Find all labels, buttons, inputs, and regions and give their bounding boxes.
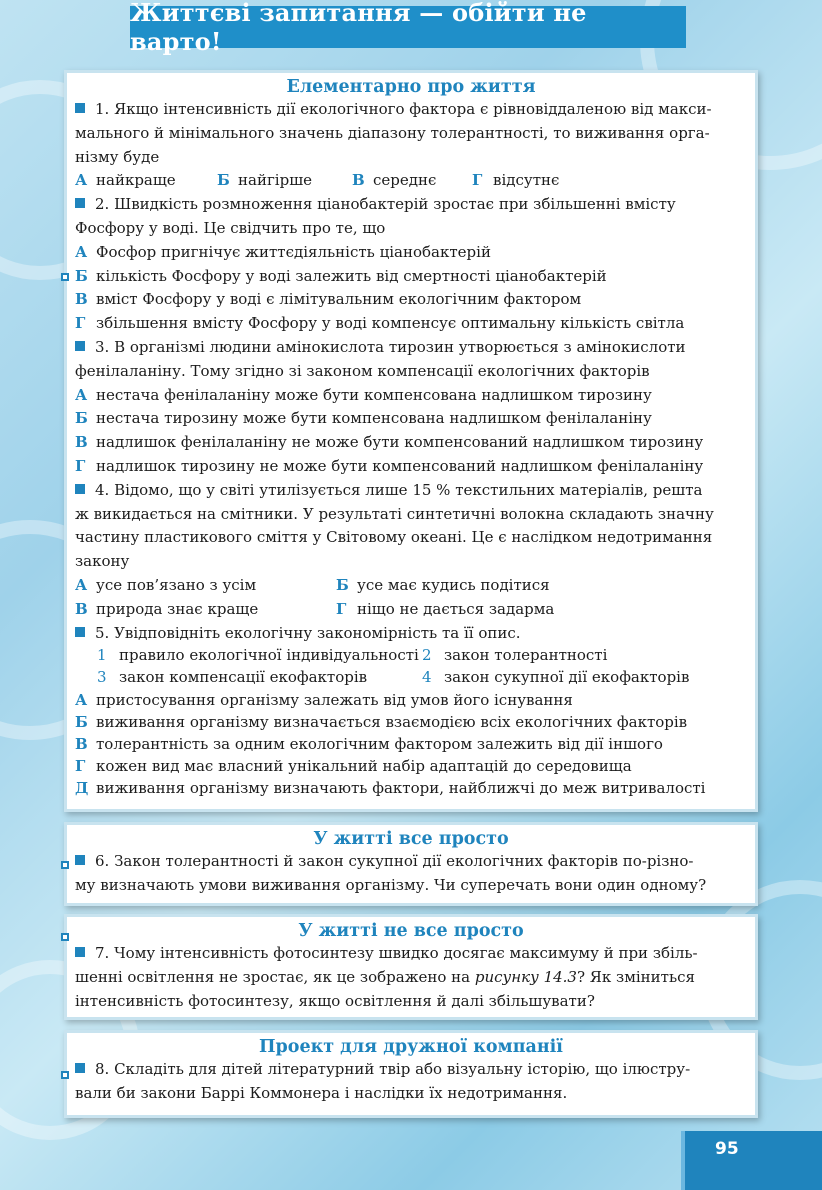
option: В толерантність за одним екологічним фактором залежить від дії іншого (75, 735, 663, 754)
question-5-items: 3 закон компенсації екофакторів 4 закон сукупної дії екофакторів (97, 668, 690, 687)
question-5: 5. Увідповідніть екологічну закономірність та її опис. (67, 622, 755, 646)
question-5-items: 1 правило екологічної індивідуальності 2 закон толерантності (97, 646, 608, 665)
option: А пристосування організму залежать від умов його існування (75, 691, 573, 710)
question-4-options: В природа знає краще Г ніщо не дається задарма (75, 599, 555, 618)
question-2: 2. Швидкість розмноження ціанобактерій зростає при збільшенні вмісту (67, 193, 755, 217)
section-project: Проект для дружної компанії 8. Складіть для дітей літературний твір або візуальну історію, що ілюстру- вали би закони Баррі Коммонера і наслідки їх недотримання. (64, 1030, 758, 1118)
square-marker-icon (61, 861, 69, 869)
bullet-square-icon (75, 341, 85, 351)
bullet-square-icon (75, 947, 85, 957)
option: В вміст Фосфору у воді є лімітувальним екологічним фактором (75, 290, 582, 309)
square-marker-icon (61, 273, 69, 281)
question-6: 6. Закон толерантності й закон сукупної дії екологічних факторів по-різно- (67, 850, 755, 874)
option: А Фосфор пригнічує життєдіяльність ціанобактерій (75, 242, 491, 261)
question-4: 4. Відомо, що у світі утилізується лише 15 % текстильних матеріалів, решта (67, 479, 755, 503)
section-title: Елементарно про життя (286, 77, 536, 97)
page-number-box (681, 1131, 822, 1190)
option: Г кожен вид має власний унікальний набір адаптацій до середовища (75, 757, 632, 776)
question-3: 3. В організмі людини амінокислота тирозин утворюється з амінокислоти (67, 336, 755, 360)
question-4-options: А усе пов’язано з усім Б усе має кудись подітися (75, 575, 550, 594)
question-1: 1. Якщо інтенсивність дії екологічного фактора є рівновіддаленою від макси- (67, 98, 755, 122)
question-1-options: А найкраще Б найгірше В середнє Г відсутнє (75, 171, 560, 190)
section-title: У житті все просто (313, 829, 509, 849)
section-simple: У житті все просто 6. Закон толерантності й закон сукупної дії екологічних факторів по-різно- му визначають умови виживання організму. Чи суперечать вони один одному? (64, 822, 758, 906)
section-title: У житті не все просто (298, 921, 524, 941)
page-header: Життєві запитання — обійти не варто! (130, 6, 686, 48)
option: В надлишок фенілаланіну не може бути компенсований надлишком тирозину (75, 433, 704, 452)
square-marker-icon (61, 933, 69, 941)
square-marker-icon (61, 1071, 69, 1079)
option: Г надлишок тирозину не може бути компенсований надлишком фенілаланіну (75, 456, 704, 475)
section-title: Проект для дружної компанії (259, 1037, 563, 1057)
page-number: 95 (715, 1139, 739, 1159)
option: Д виживання організму визначають фактори, найближчі до меж витривалості (75, 779, 706, 798)
page-number-stripe (681, 1131, 685, 1190)
section-elementary: Елементарно про життя 1. Якщо інтенсивність дії екологічного фактора є рівновіддаленою від макси- мального й мінімального значень діапазону толерантності, то виживання орга- нізму буде А найкраще Б найгірше В середнє Г відсутнє 2. Швидкість розмноження ціанобактерій зростає при збільшенні вмісту Фосфору у воді. Це свідчить про те, що А Фосфор пригнічує життєдіяльність ціанобактерій Б кількість Фосфору у воді залежить від смертності ціанобактерій В вміст Фосфору у воді є лімітувальним екологічним фактором Г збільшення вмісту Фосфору у воді компенсує оптимальну кількість світла 3. В організмі людини амінокислота тирозин утворюється з амінокислоти фенілаланіну. Тому згідно зі законом компенсації екологічних факторів А нестача фенілаланіну може бути компенсована надлишком тирозину Б нестача тирозину може бути компенсована надлишком фенілаланіну В надлишок фенілаланіну не може бути компенсований надлишком тирозину Г надлишок тирозину не може бути компенсований надлишком фенілаланіну 4. Відомо, що у світі утилізується лише 15 % текстильних матеріалів, решта ж викидається на смітники. У результаті синтетичні волокна складають значну частину пластикового сміття у Світовому океані. Це є наслідком недотримання закону А усе пов’язано з усім Б усе має кудись подітися В природа знає краще Г ніщо не дається задарма 5. Увідповідніть екологічну закономірність та її опис. 1 правило екологічної індивідуальності 2 закон толерантності 3 закон компенсації екофакторів 4 закон сукупної дії екофакторів А пристосування організму залежать від умов його існування Б виживання організму визначається взаємодією всіх екологічних факторів В толерантність за одним екологічним фактором залежить від дії іншого Г кожен вид має власний унікальний набір адаптацій до середовища Д виживання організму визначають фактори, найближчі до меж витривалості (64, 70, 758, 812)
bullet-square-icon (75, 627, 85, 637)
option: Г збільшення вмісту Фосфору у воді компенсує оптимальну кількість світла (75, 314, 685, 333)
bullet-square-icon (75, 1063, 85, 1073)
bullet-square-icon (75, 855, 85, 865)
figure-reference: рисунку 14.3 (474, 967, 577, 986)
question-7: 7. Чому інтенсивність фотосинтезу швидко досягає максимуму й при збіль- (67, 942, 755, 966)
option: Б нестача тирозину може бути компенсована надлишком фенілаланіну (75, 409, 652, 428)
section-not-simple: У житті не все просто 7. Чому інтенсивність фотосинтезу швидко досягає максимуму й при збіль- шенні освітлення не зростає, як це зображено на рисунку 14.3? Як зміниться інтенсивність фотосинтезу, якщо освітлення й далі збільшувати? (64, 914, 758, 1020)
bullet-square-icon (75, 198, 85, 208)
option: А нестача фенілаланіну може бути компенсована надлишком тирозину (75, 385, 652, 404)
bullet-square-icon (75, 484, 85, 494)
option: Б виживання організму визначається взаємодією всіх екологічних факторів (75, 713, 688, 732)
bullet-square-icon (75, 103, 85, 113)
question-8: 8. Складіть для дітей літературний твір або візуальну історію, що ілюстру- (67, 1058, 755, 1082)
option: Б кількість Фосфору у воді залежить від смертності ціанобактерій (67, 265, 755, 289)
